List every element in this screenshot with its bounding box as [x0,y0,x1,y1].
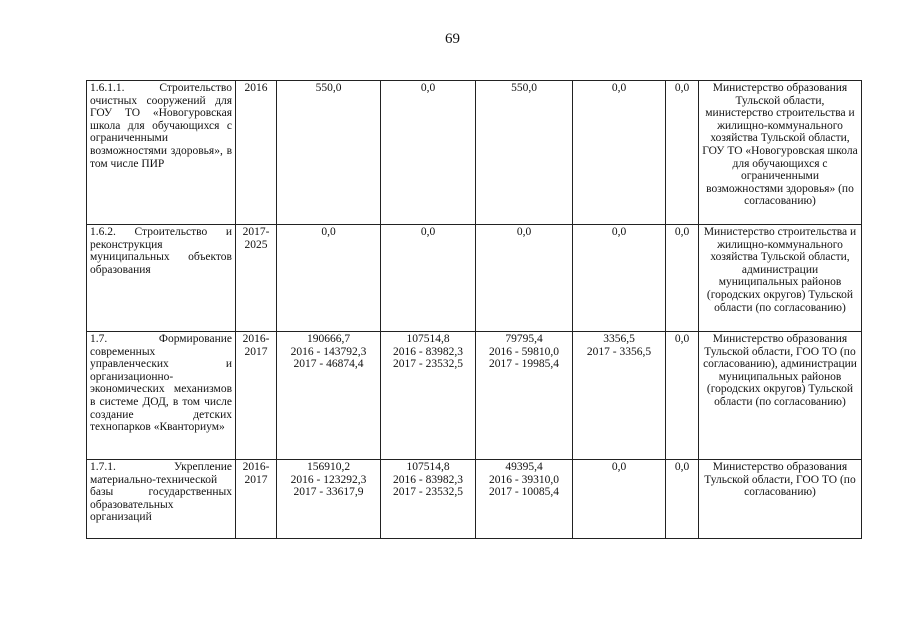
activity-name: 1.7.1. Укрепление материально-технической базы государственных образовательных организаций [90,461,232,524]
amount-cell-col3 [476,225,573,332]
amount-line: 2016 - 83982,3 [393,473,463,486]
amount-line: 0,0 [611,82,627,94]
table-row [87,332,862,460]
amount-line: 550,0 [315,82,342,94]
amount-line: 79795,4 [505,333,543,345]
amount-cell-col3 [476,332,573,460]
amount-line: 107514,8 [406,333,450,345]
amount-line: 2017 - 46874,4 [293,358,364,371]
page-number: 69 [445,31,460,47]
amount-line: 0,0 [674,226,690,238]
amount-cell-col3 [476,460,573,539]
activity-name-cell [87,460,236,539]
table-row [87,81,862,225]
amount-line: 2017 - 3356,5 [586,345,652,358]
amount-line: 0,0 [420,226,436,238]
activity-name-cell [87,81,236,225]
amount-cell-col2 [381,332,476,460]
responsible-cell [699,460,862,539]
table-row [87,225,862,332]
years-cell [236,81,277,225]
amount-cell-col2 [381,460,476,539]
amount-line: 550,0 [511,82,537,94]
amount-line: 2017 - 23532,5 [393,358,463,371]
amount-line: 2017 - 33617,9 [293,486,364,499]
amount-line: 0,0 [611,226,627,238]
amount-line: 2016 - 123292,3 [290,473,367,486]
amount-line: 0,0 [674,461,690,473]
activity-name: 1.6.1.1. Строительство очистных сооружений для ГОУ ТО «Новогуровская школа для обучающихся с ограниченными возможностями здоровья», в том числе ПИР [90,82,232,170]
amount-line: 2017 - 23532,5 [393,486,463,499]
amount-cell-col4 [573,332,666,460]
amount-cell-col4 [573,81,666,225]
amount-line: 49395,4 [505,461,543,473]
amount-line: 2016 - 39310,0 [489,473,559,486]
activity-name-cell [87,332,236,460]
amount-line: 2016 - 59810,0 [489,345,559,358]
responsible-text: Министерство образования Тульской области, министерство строительства и жилищно-коммунального хозяйства Тульской области, ГОУ ТО «Новогуровская школа для обучающихся с ограниченными возможностями здоровья» (по согласованию) [702,82,858,208]
amount-line: 0,0 [321,226,336,238]
activity-name: 1.6.2. Строительство и реконструкция муниципальных объектов образования [90,226,232,276]
years-cell [236,332,277,460]
years-cell [236,460,277,539]
years-value: 2016 [244,82,268,94]
years-value: 2016-2017 [242,461,270,486]
amount-cell-col5 [666,332,699,460]
responsible-cell [699,81,862,225]
amount-line: 190666,7 [306,333,351,345]
amount-cell-col2 [381,81,476,225]
responsible-text: Министерство образования Тульской области, ГОО ТО (по согласованию) [704,461,856,499]
amount-line: 3356,5 [603,333,635,345]
program-activities-table [86,80,862,539]
amount-cell-col5 [666,460,699,539]
responsible-text: Министерство строительства и жилищно-коммунального хозяйства Тульской области, администрации муниципальных районов (городских округов) Тульской области (по согласованию) [703,226,857,314]
amount-line: 2016 - 83982,3 [393,345,463,358]
amount-line: 2017 - 19985,4 [489,358,559,371]
responsible-cell [699,332,862,460]
amount-cell-total [277,460,381,539]
amount-cell-col2 [381,225,476,332]
responsible-cell [699,225,862,332]
amount-line: 156910,2 [306,461,351,473]
amount-line: 0,0 [516,226,532,238]
amount-cell-total [277,81,381,225]
amount-line: 107514,8 [406,461,450,473]
amount-line: 2017 - 10085,4 [489,486,559,499]
amount-cell-col5 [666,225,699,332]
years-value: 2017-2025 [242,226,270,251]
amount-line: 0,0 [611,461,627,473]
amount-cell-col4 [573,460,666,539]
activity-name-cell [87,225,236,332]
amount-cell-col4 [573,225,666,332]
amount-line: 2016 - 143792,3 [290,345,367,358]
years-cell [236,225,277,332]
activity-name: 1.7. Формирование современных управленческих и организационно-экономических механизмов в системе ДОД, в том числе создание детских технопарков «Кванториум» [90,333,232,434]
table-row [87,460,862,539]
amount-line: 0,0 [674,82,690,94]
amount-line: 0,0 [420,82,436,94]
years-value: 2016-2017 [242,333,270,358]
amount-line: 0,0 [674,333,690,345]
responsible-text: Министерство образования Тульской области, ГОО ТО (по согласованию), администрации муниципальных районов (городских округов) Тульской области (по согласованию) [703,333,857,408]
amount-cell-total [277,332,381,460]
amount-cell-col3 [476,81,573,225]
amount-cell-total [277,225,381,332]
amount-cell-col5 [666,81,699,225]
